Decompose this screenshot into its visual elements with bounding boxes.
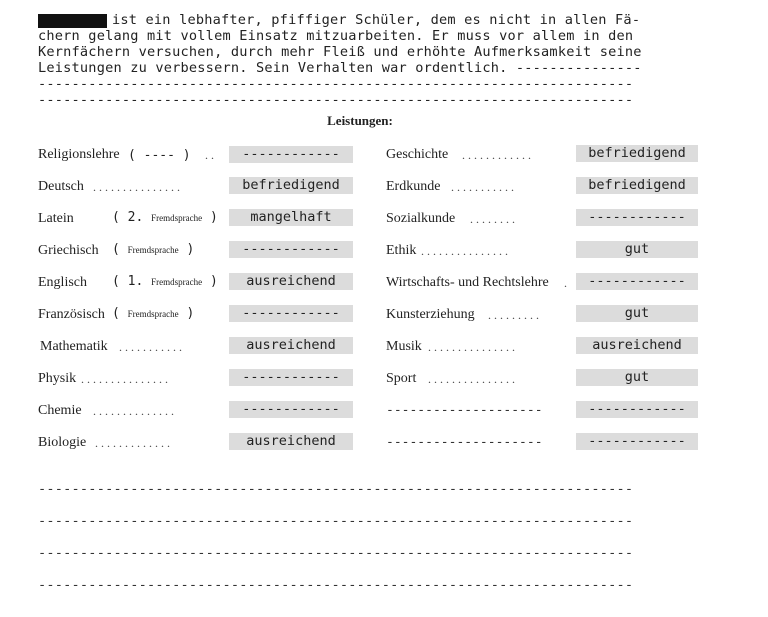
englisch-paren: ( 1. Fremdsprache ) [112, 274, 218, 289]
grade-ethik: gut [576, 241, 698, 258]
leader-dots: ............... [81, 372, 171, 386]
leader-dots: ............... [421, 244, 511, 258]
subject-latein: Latein [38, 211, 74, 226]
grade-latein: mangelhaft [229, 209, 353, 226]
leader-dots: ........... [451, 180, 517, 194]
blank-line-1: ----------------------------------------------------------------------- [38, 481, 634, 497]
grade-empty-2: ------------ [576, 433, 698, 450]
grade-biologie: ausreichend [229, 433, 353, 450]
grade-mathematik: ausreichend [229, 337, 353, 354]
subject-geschichte: Geschichte [386, 147, 449, 162]
subject-deutsch: Deutsch [38, 179, 84, 194]
leader-dots: ............... [93, 180, 183, 194]
subject-physik: Physik [38, 371, 77, 386]
leader-dots: .. [205, 148, 217, 162]
grade-musik: ausreichend [576, 337, 698, 354]
grade-wirtschafts-und-rechtslehre: ------------ [576, 273, 698, 290]
subject-chemie: Chemie [38, 403, 82, 418]
grade-empty-1: ------------ [576, 401, 698, 418]
subject-religionslehre: Religionslehre [38, 147, 120, 162]
leader-dots: .............. [93, 404, 177, 418]
leader-dots: ......... [488, 308, 542, 322]
grade-deutsch: befriedigend [229, 177, 353, 194]
franzoesisch-paren: ( Fremdsprache ) [112, 306, 195, 321]
grade-sport: gut [576, 369, 698, 386]
subject-biologie: Biologie [38, 435, 87, 450]
subject-sozialkunde: Sozialkunde [386, 211, 456, 226]
grade-geschichte: befriedigend [576, 145, 698, 162]
subject-empty-1: -------------------- [386, 403, 543, 418]
remarks-line-5: ----------------------------------------------------------------------- [38, 76, 634, 92]
remarks-line-2: chern gelang mit vollem Einsatz mitzuarbeiten. Er muss vor allem in den [38, 28, 634, 44]
latein-paren: ( 2. Fremdsprache ) [112, 210, 218, 225]
subject-erdkunde: Erdkunde [386, 179, 441, 194]
redacted-name [38, 14, 107, 28]
remarks-line-1: ist ein lebhafter, pfiffiger Schüler, dem es nicht in allen Fä- [112, 12, 641, 28]
griechisch-paren: ( Fremdsprache ) [112, 242, 195, 257]
grade-chemie: ------------ [229, 401, 353, 418]
subject-griechisch: Griechisch [38, 243, 99, 258]
leader-dots: ............ [462, 148, 534, 162]
blank-line-2: ----------------------------------------------------------------------- [38, 513, 634, 529]
leader-dots: ........ [470, 212, 518, 226]
leader-dots: ............... [428, 340, 518, 354]
remarks-line-3: Kernfächern versuchen, durch mehr Fleiß und erhöhte Aufmerksamkeit seine [38, 44, 642, 60]
leader-dots: ............... [428, 372, 518, 386]
subject-musik: Musik [386, 339, 422, 354]
grade-englisch: ausreichend [229, 273, 353, 290]
remarks-line-4: Leistungen zu verbessern. Sein Verhalten war ordentlich. --------------- [38, 60, 642, 76]
grade-griechisch: ------------ [229, 241, 353, 258]
leader-dots: ............. [95, 436, 173, 450]
subject-kunsterziehung: Kunsterziehung [386, 307, 475, 322]
subject-empty-2: -------------------- [386, 435, 543, 450]
grade-franzoesisch: ------------ [229, 305, 353, 322]
subject-wirtschafts-und-rechtslehre: Wirtschafts- und Rechtslehre [386, 275, 549, 290]
grades-heading: Leistungen: [327, 113, 393, 128]
leader-dots: ........... [119, 340, 185, 354]
grade-religionslehre: ------------ [229, 146, 353, 163]
subject-sport: Sport [386, 371, 417, 386]
grade-erdkunde: befriedigend [576, 177, 698, 194]
religionslehre-paren: ( ---- ) [128, 148, 191, 163]
grade-kunsterziehung: gut [576, 305, 698, 322]
blank-line-4: ----------------------------------------------------------------------- [38, 577, 634, 593]
subject-mathematik: Mathematik [40, 339, 108, 354]
subject-ethik: Ethik [386, 243, 417, 258]
remarks-line-6: ----------------------------------------------------------------------- [38, 92, 634, 108]
subject-englisch: Englisch [38, 275, 87, 290]
grade-physik: ------------ [229, 369, 353, 386]
blank-line-3: ----------------------------------------------------------------------- [38, 545, 634, 561]
grade-sozialkunde: ------------ [576, 209, 698, 226]
leader-dots: . [564, 276, 570, 290]
subject-franzoesisch: Französisch [38, 307, 105, 322]
